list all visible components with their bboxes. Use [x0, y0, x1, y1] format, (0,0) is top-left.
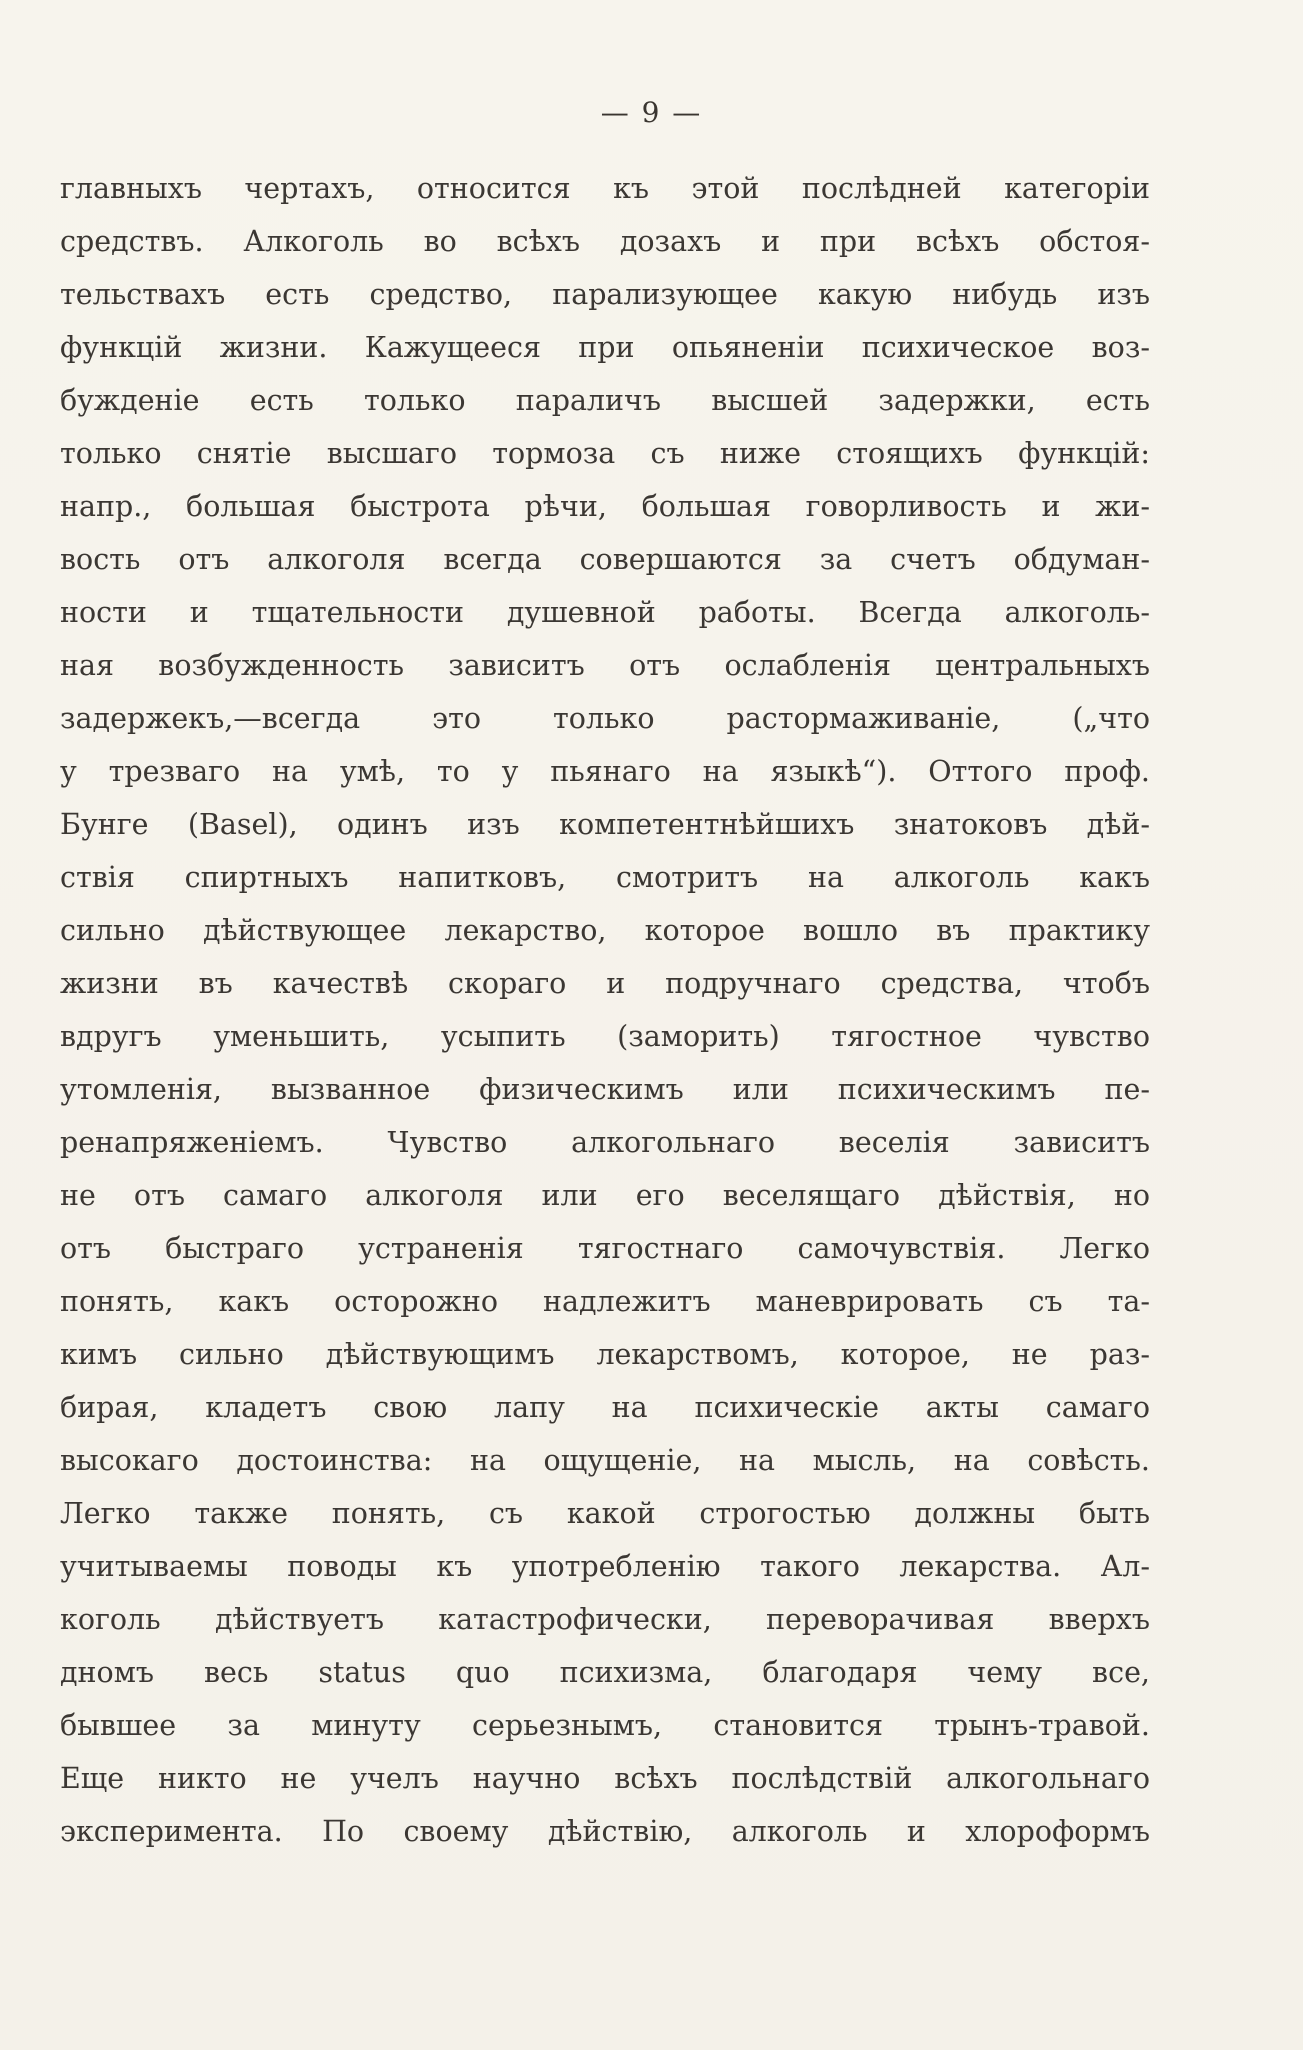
text-line-6: только снятіе высшаго тормоза съ ниже стоящихъ функцій: — [60, 437, 1150, 470]
text-line-1: главныхъ чертахъ, относится къ этой послѣдней категоріи — [60, 172, 1150, 205]
text-line-18: утомленія, вызванное физическимъ или психическимъ пе- — [60, 1073, 1150, 1106]
text-line-22: понять, какъ осторожно надлежитъ маневрировать съ та- — [60, 1285, 1150, 1318]
text-line-12: у трезваго на умѣ, то у пьянаго на языкѣ“). Оттого проф. — [60, 755, 1150, 788]
text-line-4: функцій жизни. Кажущееся при опьяненіи психическое воз- — [60, 331, 1150, 364]
text-line-26: Легко также понять, съ какой строгостью должны быть — [60, 1497, 1150, 1530]
text-line-19: ренапряженіемъ. Чувство алкогольнаго веселія зависитъ — [60, 1126, 1150, 1159]
text-line-31: Еще никто не учелъ научно всѣхъ послѣдствій алкогольнаго — [60, 1762, 1150, 1795]
text-line-24: бирая, кладетъ свою лапу на психическіе акты самаго — [60, 1391, 1150, 1424]
text-line-8: вость отъ алкоголя всегда совершаются за счетъ обдуман- — [60, 543, 1150, 576]
text-line-3: тельствахъ есть средство, парализующее какую нибудь изъ — [60, 278, 1150, 311]
text-line-28: коголь дѣйствуетъ катастрофически, переворачивая вверхъ — [60, 1603, 1150, 1636]
text-line-16: жизни въ качествѣ скораго и подручнаго средства, чтобъ — [60, 967, 1150, 1000]
page-number: — 9 — — [600, 96, 703, 129]
text-line-7: напр., большая быстрота рѣчи, большая говорливость и жи- — [60, 490, 1150, 523]
text-line-2: средствъ. Алкоголь во всѣхъ дозахъ и при всѣхъ обстоя- — [60, 225, 1150, 258]
text-line-27: учитываемы поводы къ употребленію такого лекарства. Ал- — [60, 1550, 1150, 1583]
text-line-20: не отъ самаго алкоголя или его веселящаго дѣйствія, но — [60, 1179, 1150, 1212]
text-line-32: эксперимента. По своему дѣйствію, алкоголь и хлороформъ — [60, 1815, 1150, 1848]
text-line-15: сильно дѣйствующее лекарство, которое вошло въ практику — [60, 914, 1150, 947]
text-line-30: бывшее за минуту серьезнымъ, становится трынъ-травой. — [60, 1709, 1150, 1742]
text-line-25: высокаго достоинства: на ощущеніе, на мысль, на совѣсть. — [60, 1444, 1150, 1477]
text-line-14: ствія спиртныхъ напитковъ, смотритъ на алкоголь какъ — [60, 861, 1150, 894]
text-line-29: дномъ весь status quo психизма, благодаря чему все, — [60, 1656, 1150, 1689]
text-line-17: вдругъ уменьшить, усыпить (заморить) тягостное чувство — [60, 1020, 1150, 1053]
text-line-5: бужденіе есть только параличъ высшей задержки, есть — [60, 384, 1150, 417]
text-line-23: кимъ сильно дѣйствующимъ лекарствомъ, которое, не раз- — [60, 1338, 1150, 1371]
text-line-9: ности и тщательности душевной работы. Всегда алкоголь- — [60, 596, 1150, 629]
text-line-21: отъ быстраго устраненія тягостнаго самочувствія. Легко — [60, 1232, 1150, 1265]
text-line-13: Бунге (Basel), одинъ изъ компетентнѣйшихъ знатоковъ дѣй- — [60, 808, 1150, 841]
body-text — [60, 162, 1150, 1858]
text-line-11: задержекъ,—всегда это только растормаживаніе, („что — [60, 702, 1150, 735]
text-line-10: ная возбужденность зависитъ отъ ослабленія центральныхъ — [60, 649, 1150, 682]
